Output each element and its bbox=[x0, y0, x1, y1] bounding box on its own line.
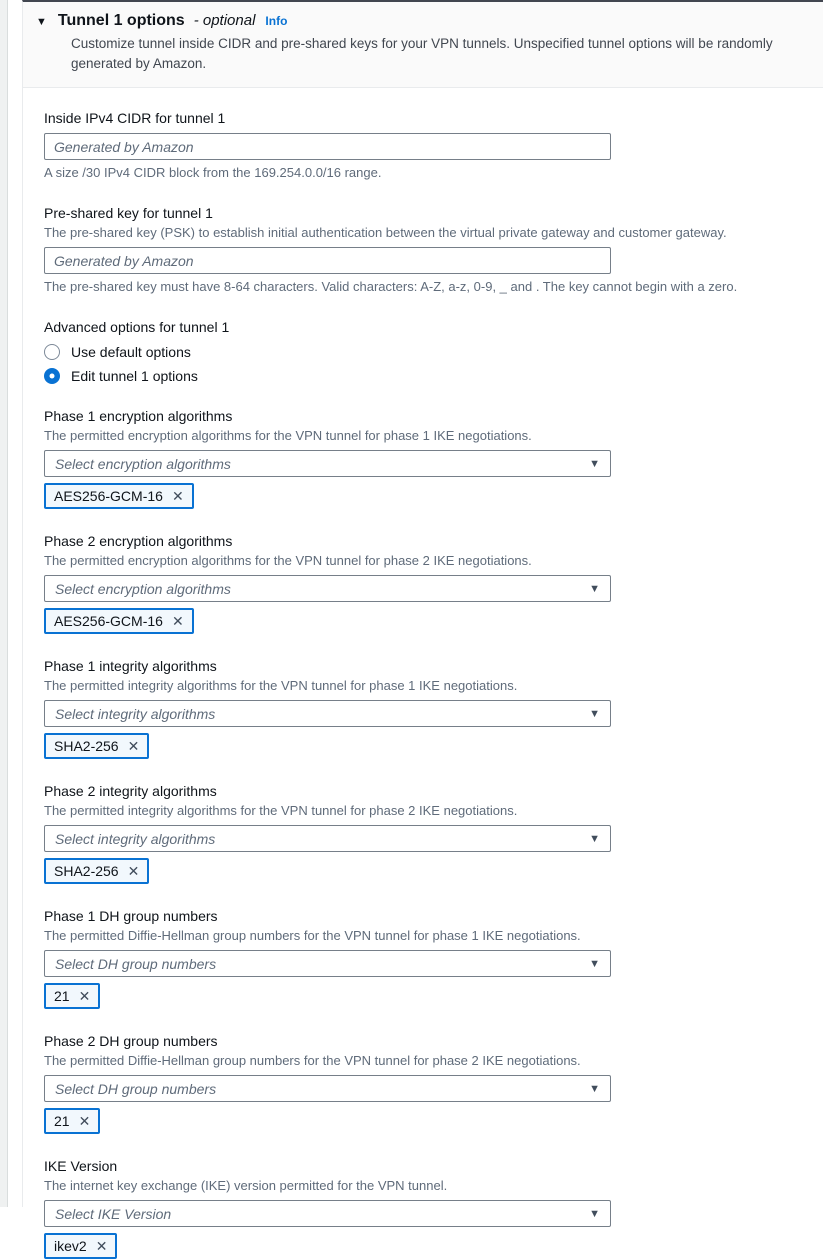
field-pre-shared-key bbox=[44, 204, 823, 295]
chevron-down-icon: ▼ bbox=[589, 582, 600, 595]
token-dismiss-icon[interactable]: ✕ bbox=[171, 487, 184, 504]
select-placeholder: Select encryption algorithms bbox=[55, 580, 231, 597]
select-placeholder: Select integrity algorithms bbox=[55, 705, 216, 722]
field-description: The permitted Diffie-Hellman group numbers for the VPN tunnel for phase 2 IKE negotiations. bbox=[44, 1053, 581, 1068]
field-phase2-encryption-algorithms bbox=[44, 532, 823, 634]
chevron-down-icon: ▼ bbox=[589, 707, 600, 720]
radio-use-default-options[interactable] bbox=[44, 344, 823, 360]
selected-token bbox=[44, 483, 194, 509]
token-label: AES256-GCM-16 bbox=[54, 488, 163, 504]
field-label: Phase 1 DH group numbers bbox=[44, 908, 218, 924]
info-link[interactable]: Info bbox=[265, 14, 288, 28]
field-description: The permitted integrity algorithms for the VPN tunnel for phase 1 IKE negotiations. bbox=[44, 678, 518, 693]
token-dismiss-icon[interactable]: ✕ bbox=[171, 612, 184, 629]
advanced-options-radio-group bbox=[44, 344, 823, 384]
chevron-down-icon: ▼ bbox=[589, 457, 600, 470]
chevron-down-icon: ▼ bbox=[589, 957, 600, 970]
field-phase1-encryption-algorithms bbox=[44, 407, 823, 509]
field-phase2-integrity-algorithms bbox=[44, 782, 823, 884]
advanced-options-label: Advanced options for tunnel 1 bbox=[44, 319, 230, 335]
field-phase1-dh-group-numbers bbox=[44, 907, 823, 1009]
collapse-triangle-icon[interactable]: ▼ bbox=[36, 16, 47, 28]
phase1-integrity-select[interactable] bbox=[44, 700, 611, 727]
field-label: Phase 2 DH group numbers bbox=[44, 1033, 218, 1049]
select-placeholder: Select encryption algorithms bbox=[55, 455, 231, 472]
token-label: 21 bbox=[54, 988, 70, 1004]
pre-shared-key-label: Pre-shared key for tunnel 1 bbox=[44, 205, 213, 221]
selected-token bbox=[44, 733, 149, 759]
token-dismiss-icon[interactable]: ✕ bbox=[78, 987, 91, 1004]
token-dismiss-icon[interactable]: ✕ bbox=[127, 862, 140, 879]
token-dismiss-icon[interactable]: ✕ bbox=[78, 1112, 91, 1129]
field-inside-ipv4-cidr bbox=[44, 109, 823, 181]
pre-shared-key-helper: The pre-shared key must have 8-64 characters. Valid characters: A-Z, a-z, 0-9, _ and . The key cannot begin with a zero. bbox=[44, 279, 738, 294]
radio-edit-tunnel-1-options[interactable] bbox=[44, 368, 823, 384]
selected-token bbox=[44, 608, 194, 634]
field-description: The permitted Diffie-Hellman group numbers for the VPN tunnel for phase 1 IKE negotiations. bbox=[44, 928, 581, 943]
chevron-down-icon: ▼ bbox=[589, 832, 600, 845]
inside-ipv4-cidr-input[interactable] bbox=[44, 133, 611, 160]
field-label: Phase 2 encryption algorithms bbox=[44, 533, 233, 549]
token-label: SHA2-256 bbox=[54, 863, 119, 879]
field-label: Phase 2 integrity algorithms bbox=[44, 783, 217, 799]
field-advanced-options bbox=[44, 318, 823, 384]
radio-button-icon[interactable] bbox=[44, 368, 60, 384]
selected-token bbox=[44, 983, 100, 1009]
phase1-dh-group-select[interactable] bbox=[44, 950, 611, 977]
token-label: 21 bbox=[54, 1113, 70, 1129]
ike-version-select[interactable] bbox=[44, 1200, 611, 1227]
section-title: Tunnel 1 options bbox=[57, 12, 185, 29]
radio-label: Edit tunnel 1 options bbox=[71, 368, 198, 384]
inside-ipv4-cidr-label: Inside IPv4 CIDR for tunnel 1 bbox=[44, 110, 226, 126]
radio-button-icon[interactable] bbox=[44, 344, 60, 360]
field-label: Phase 1 integrity algorithms bbox=[44, 658, 217, 674]
token-dismiss-icon[interactable]: ✕ bbox=[95, 1237, 108, 1254]
field-description: The permitted integrity algorithms for the VPN tunnel for phase 2 IKE negotiations. bbox=[44, 803, 518, 818]
field-ike-version bbox=[44, 1157, 823, 1259]
selected-token bbox=[44, 858, 149, 884]
chevron-down-icon: ▼ bbox=[589, 1082, 600, 1095]
page-gutter bbox=[0, 0, 8, 1207]
tunnel-options-panel bbox=[22, 0, 823, 1254]
pre-shared-key-description: The pre-shared key (PSK) to establish initial authentication between the virtual private gateway and customer gateway. bbox=[44, 225, 727, 240]
field-label: Phase 1 encryption algorithms bbox=[44, 408, 233, 424]
phase2-integrity-select[interactable] bbox=[44, 825, 611, 852]
field-phase2-dh-group-numbers bbox=[44, 1032, 823, 1134]
inside-ipv4-cidr-helper: A size /30 IPv4 CIDR block from the 169.254.0.0/16 range. bbox=[44, 165, 382, 180]
phase1-encryption-select[interactable] bbox=[44, 450, 611, 477]
field-description: The permitted encryption algorithms for the VPN tunnel for phase 1 IKE negotiations. bbox=[44, 428, 532, 443]
token-label: ikev2 bbox=[54, 1238, 87, 1254]
phase2-encryption-select[interactable] bbox=[44, 575, 611, 602]
section-content bbox=[23, 88, 823, 1259]
radio-label: Use default options bbox=[71, 344, 191, 360]
selected-token bbox=[44, 1233, 117, 1259]
token-label: SHA2-256 bbox=[54, 738, 119, 754]
field-phase1-integrity-algorithms bbox=[44, 657, 823, 759]
chevron-down-icon: ▼ bbox=[589, 1207, 600, 1220]
select-placeholder: Select DH group numbers bbox=[55, 1080, 217, 1097]
field-description: The permitted encryption algorithms for the VPN tunnel for phase 2 IKE negotiations. bbox=[44, 553, 532, 568]
section-description: Customize tunnel inside CIDR and pre-shared keys for your VPN tunnels. Unspecified tunnel options will be randomly generated by Amazon. bbox=[71, 36, 773, 71]
select-placeholder: Select IKE Version bbox=[55, 1205, 172, 1222]
token-dismiss-icon[interactable]: ✕ bbox=[127, 737, 140, 754]
section-header-title-row bbox=[36, 12, 807, 30]
field-description: The internet key exchange (IKE) version permitted for the VPN tunnel. bbox=[44, 1178, 448, 1193]
select-placeholder: Select integrity algorithms bbox=[55, 830, 216, 847]
section-optional-suffix: - optional bbox=[193, 12, 256, 29]
section-header[interactable] bbox=[23, 2, 823, 88]
select-placeholder: Select DH group numbers bbox=[55, 955, 217, 972]
token-label: AES256-GCM-16 bbox=[54, 613, 163, 629]
selected-token bbox=[44, 1108, 100, 1134]
phase2-dh-group-select[interactable] bbox=[44, 1075, 611, 1102]
pre-shared-key-input[interactable] bbox=[44, 247, 611, 274]
field-label: IKE Version bbox=[44, 1158, 118, 1174]
